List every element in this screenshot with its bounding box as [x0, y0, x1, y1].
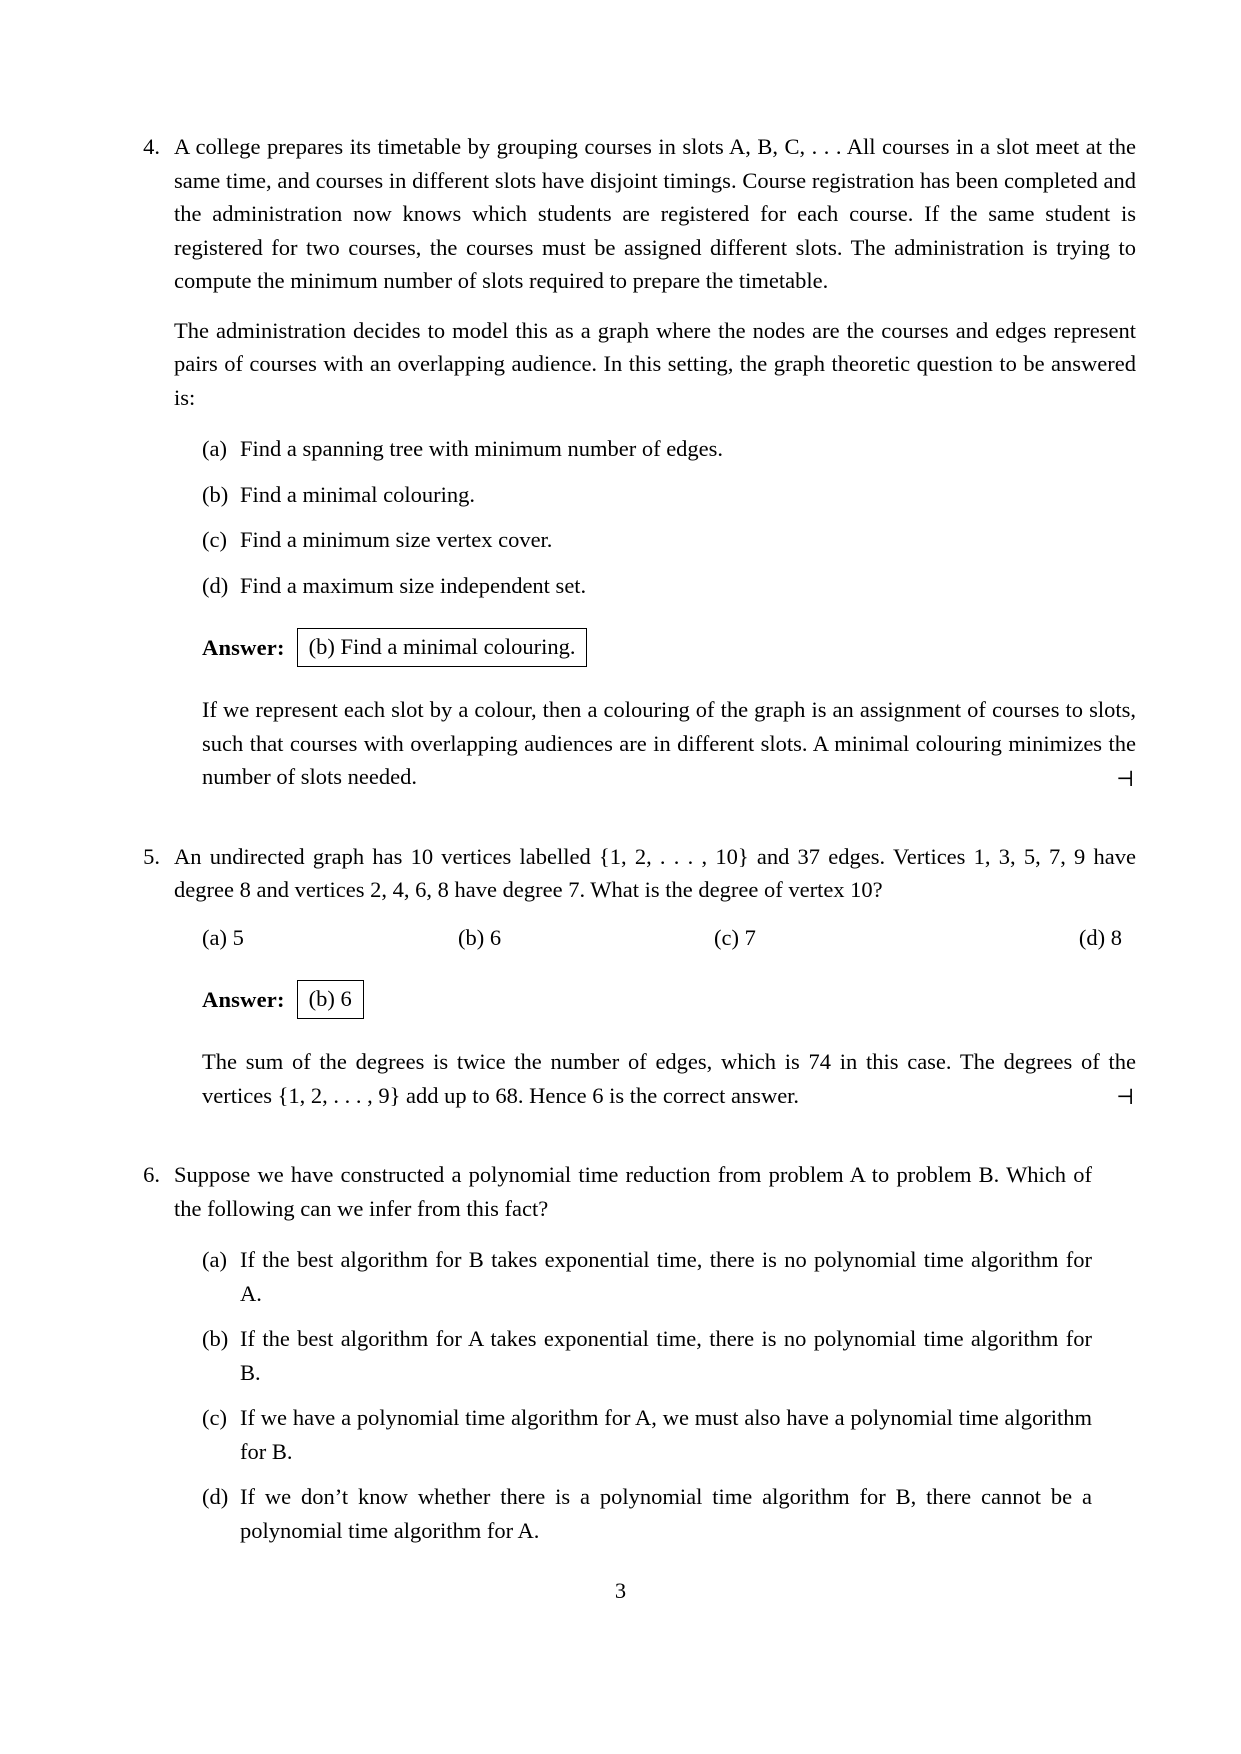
question-5-body	[160, 840, 1136, 1113]
page-content	[130, 130, 1136, 1547]
option-4-d-label: (d)	[202, 572, 229, 598]
option-4-d-text: Find a maximum size independent set.	[240, 572, 587, 598]
option-6-a-label: (a)	[202, 1247, 227, 1272]
option-4-a[interactable]	[202, 432, 1136, 466]
question-6-options	[202, 1243, 1092, 1547]
option-4-b[interactable]	[202, 478, 1136, 512]
option-6-d-text: If we don’t know whether there is a polynomial time algorithm for B, there cannot be a polynomial time algorithm for A.	[240, 1484, 1092, 1543]
option-5-b[interactable]	[458, 921, 714, 955]
option-6-a[interactable]	[202, 1243, 1092, 1310]
question-5	[130, 840, 1136, 1113]
option-6-c-label: (c)	[202, 1405, 227, 1430]
answer-line-4	[202, 628, 1136, 667]
answer-box-5: (b) 6	[297, 980, 364, 1019]
option-4-b-label: (b)	[202, 481, 229, 507]
answer-line-5	[202, 980, 1136, 1019]
option-6-c[interactable]	[202, 1401, 1092, 1468]
option-6-d-label: (d)	[202, 1484, 229, 1509]
option-5-d-text: 8	[1110, 924, 1122, 950]
option-6-b-label: (b)	[202, 1326, 229, 1351]
explanation-5-text: The sum of the degrees is twice the number of edges, which is 74 in this case. The degrees of the vertices {1, 2, . . . , 9} add up to 68. Hence 6 is the correct answer.	[202, 1049, 1136, 1108]
page-number: 3	[614, 1578, 627, 1603]
option-4-c-text: Find a minimum size vertex cover.	[240, 527, 553, 552]
option-5-a-text: 5	[232, 924, 244, 950]
option-4-d[interactable]	[202, 569, 1136, 603]
option-4-a-text: Find a spanning tree with minimum number of edges.	[240, 436, 724, 461]
explanation-5	[202, 1045, 1136, 1112]
option-4-b-text: Find a minimal colouring.	[240, 481, 475, 507]
question-block-5	[130, 840, 1136, 1113]
option-4-a-label: (a)	[202, 436, 227, 461]
question-block-6	[130, 1158, 1092, 1547]
spacer-before-question-6	[130, 1112, 1092, 1158]
question-5-options	[202, 921, 1122, 955]
answer-label-4: Answer:	[202, 634, 285, 660]
spacer-before-question-5	[130, 794, 1092, 840]
option-5-b-text: 6	[489, 924, 502, 950]
option-5-c-text: 7	[744, 924, 756, 950]
question-4-paragraph-1: A college prepares its timetable by grouping courses in slots A, B, C, . . . All courses in a slot meet at the same time, and courses in different slots have disjoint timings. Course registration has been completed and the administration now knows which students are registered for each course. If the same student is registered for two courses, the courses must be assigned different slots. The administration is trying to compute the minimum number of slots required to prepare the timetable.	[174, 134, 1136, 293]
explanation-4-text: If we represent each slot by a colour, then a colouring of the graph is an assignment of courses to slots, such that courses with overlapping audiences are in different slots. A minimal colouring minimizes the number of slots needed.	[202, 697, 1136, 789]
option-5-a[interactable]	[202, 921, 458, 955]
qed-icon-4: ⊣	[1115, 766, 1134, 791]
question-5-paragraph-1: An undirected graph has 10 vertices labelled {1, 2, . . . , 10} and 37 edges. Vertices 1, 3, 5, 7, 9 have degree 8 and vertices 2, 4, 6, 8 have degree 7. What is the degree of vertex 10?	[174, 843, 1136, 902]
explanation-4	[202, 693, 1136, 794]
question-6-body	[160, 1158, 1092, 1547]
option-6-c-text: If we have a polynomial time algorithm for A, we must also have a polynomial time algorithm for B.	[240, 1405, 1092, 1464]
option-5-c-label: (c)	[714, 924, 739, 950]
question-4-body	[160, 130, 1136, 794]
answer-label-5: Answer:	[202, 986, 285, 1012]
option-4-c-label: (c)	[202, 527, 227, 552]
question-block-4	[130, 130, 1136, 794]
option-5-d-label: (d)	[1078, 924, 1106, 950]
option-6-a-text: If the best algorithm for B takes exponential time, there is no polynomial time algorithm for A.	[240, 1247, 1092, 1306]
option-4-c[interactable]	[202, 523, 1136, 557]
question-number-4: 4.	[143, 134, 160, 159]
option-6-b[interactable]	[202, 1322, 1092, 1389]
question-4	[130, 130, 1136, 794]
option-5-b-label: (b)	[458, 924, 485, 950]
question-6	[130, 1158, 1092, 1547]
option-5-d[interactable]	[1079, 921, 1122, 955]
option-5-c[interactable]	[714, 921, 970, 955]
question-number-5: 5.	[143, 843, 160, 869]
option-6-b-text: If the best algorithm for A takes exponential time, there is no polynomial time algorithm for B.	[240, 1326, 1092, 1385]
answer-box-4: (b) Find a minimal colouring.	[297, 628, 588, 667]
question-4-paragraph-2: The administration decides to model this as a graph where the nodes are the courses and edges represent pairs of courses with an overlapping audience. In this setting, the graph theoretic question to be answered is:	[174, 317, 1136, 410]
question-6-paragraph-1: Suppose we have constructed a polynomial time reduction from problem A to problem B. Which of the following can we infer from this fact?	[174, 1162, 1092, 1221]
option-6-d[interactable]	[202, 1480, 1092, 1547]
option-5-a-label: (a)	[202, 924, 227, 950]
question-number-6: 6.	[143, 1162, 160, 1187]
question-4-options	[202, 432, 1136, 602]
qed-icon-5: ⊣	[1115, 1085, 1134, 1109]
